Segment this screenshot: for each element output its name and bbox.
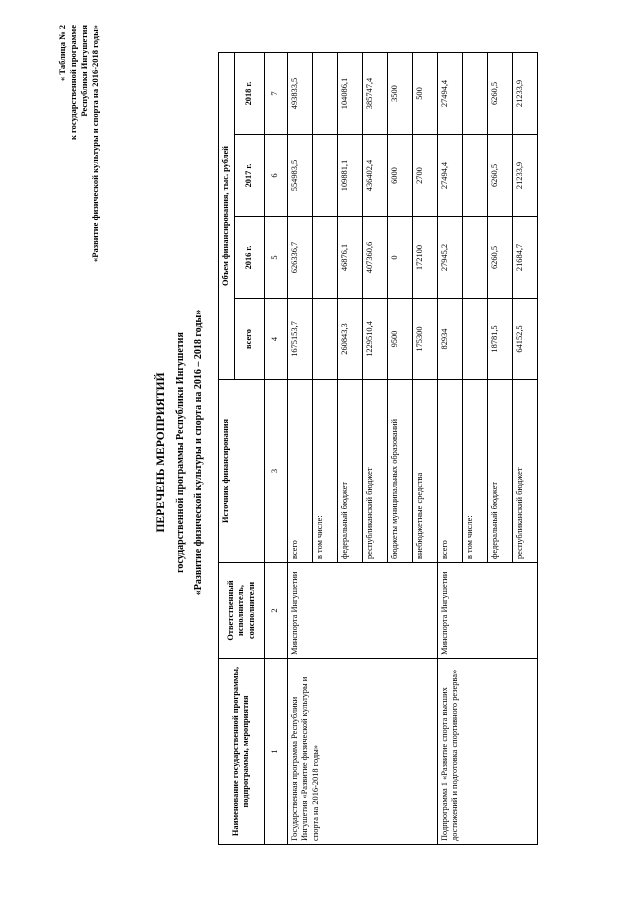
caption-line-4: «Развитие физической культуры и спорта на 2016-2018 годы» — [90, 25, 100, 262]
y2018-cell: 21233,9 — [512, 52, 537, 134]
caption-line-1: « Таблица № 2 — [57, 25, 67, 81]
y2017-cell — [312, 135, 337, 217]
header-total: всего — [234, 299, 264, 380]
executor-cell: Минспорта Ингушетии — [287, 563, 437, 659]
y2016-cell: 6260,5 — [487, 217, 512, 299]
caption-line-2: к государственной программе — [68, 25, 78, 141]
header-2018: 2018 г. — [234, 52, 264, 134]
index-cell: 1 — [264, 659, 287, 845]
header-source: Источник финансирования — [219, 380, 265, 563]
page-subtitle-2: «Развитие физической культуры и спорта на 2016 – 2018 годы» — [193, 309, 204, 596]
source-cell: всего — [437, 380, 462, 563]
total-cell — [462, 299, 487, 380]
source-cell: в том числе: — [312, 380, 337, 563]
table-caption — [57, 25, 101, 262]
source-cell: всего — [287, 380, 312, 563]
source-cell: бюджеты муниципальных образований — [387, 380, 412, 563]
index-cell: 2 — [264, 563, 287, 659]
y2016-cell: 27945,2 — [437, 217, 462, 299]
source-cell: федеральный бюджет — [487, 380, 512, 563]
y2016-cell: 172100 — [412, 217, 437, 299]
table-row — [437, 52, 462, 844]
source-cell: внебюджетные средства — [412, 380, 437, 563]
total-cell: 1675153,7 — [287, 299, 312, 380]
header-executor: Ответственный исполнитель, соисполнители — [219, 563, 265, 659]
caption-line-3: Республики Ингушетия — [79, 25, 89, 117]
y2017-cell: 109881,1 — [337, 135, 362, 217]
total-cell — [312, 299, 337, 380]
y2017-cell: 6260,5 — [487, 135, 512, 217]
y2018-cell: 27494,4 — [437, 52, 462, 134]
y2018-cell: 493833,5 — [287, 52, 312, 134]
y2017-cell: 27494,4 — [437, 135, 462, 217]
executor-cell: Минспорта Ингушетии — [437, 563, 537, 659]
table-row — [287, 52, 312, 844]
y2016-cell — [462, 217, 487, 299]
y2017-cell: 6000 — [387, 135, 412, 217]
index-cell: 4 — [264, 299, 287, 380]
total-cell: 9500 — [387, 299, 412, 380]
y2017-cell — [462, 135, 487, 217]
y2018-cell: 3500 — [387, 52, 412, 134]
index-cell: 3 — [264, 380, 287, 563]
header-volume: Объем финансирования, тыс. рублей — [219, 52, 235, 379]
index-cell: 7 — [264, 52, 287, 134]
y2018-cell — [312, 52, 337, 134]
events-table — [218, 52, 538, 845]
y2018-cell: 6260,5 — [487, 52, 512, 134]
index-cell: 5 — [264, 217, 287, 299]
table-body — [264, 52, 537, 844]
y2017-cell: 436402,4 — [362, 135, 387, 217]
source-cell: в том числе: — [462, 380, 487, 563]
index-cell: 6 — [264, 135, 287, 217]
header-name: Наименование государственной программы, подпрограммы, мероприятия — [219, 659, 265, 845]
total-cell: 82934 — [437, 299, 462, 380]
y2016-cell: 46876,1 — [337, 217, 362, 299]
y2018-cell — [462, 52, 487, 134]
total-cell: 1229510,4 — [362, 299, 387, 380]
y2018-cell: 500 — [412, 52, 437, 134]
page-subtitle-1: государственной программы Республики Ингушетия — [175, 332, 186, 573]
total-cell: 175300 — [412, 299, 437, 380]
source-cell: республиканский бюджет — [362, 380, 387, 563]
program-name-cell: Подпрограмма 1 «Развитие спорта высших достижений и подготовка спортивного резерва» — [437, 659, 537, 845]
y2016-cell — [312, 217, 337, 299]
index-row — [264, 52, 287, 844]
y2017-cell: 2700 — [412, 135, 437, 217]
source-cell: федеральный бюджет — [337, 380, 362, 563]
y2018-cell: 104086,1 — [337, 52, 362, 134]
y2016-cell: 626336,7 — [287, 217, 312, 299]
header-2017: 2017 г. — [234, 135, 264, 217]
header-row — [219, 52, 235, 844]
total-cell: 18781,5 — [487, 299, 512, 380]
y2018-cell: 385747,4 — [362, 52, 387, 134]
y2017-cell: 21233,9 — [512, 135, 537, 217]
total-cell: 260843,3 — [337, 299, 362, 380]
y2016-cell: 407360,6 — [362, 217, 387, 299]
y2016-cell: 0 — [387, 217, 412, 299]
header-2016: 2016 г. — [234, 217, 264, 299]
y2016-cell: 21684,7 — [512, 217, 537, 299]
source-cell: республиканский бюджет — [512, 380, 537, 563]
y2017-cell: 554983,5 — [287, 135, 312, 217]
page-title: ПЕРЕЧЕНЬ МЕРОПРИЯТИЙ — [155, 372, 167, 533]
total-cell: 64152,5 — [512, 299, 537, 380]
program-name-cell: Государственная программа Республики Ингушетия «Развитие физической культуры и спорта на 2016-2018 годы» — [287, 659, 437, 845]
